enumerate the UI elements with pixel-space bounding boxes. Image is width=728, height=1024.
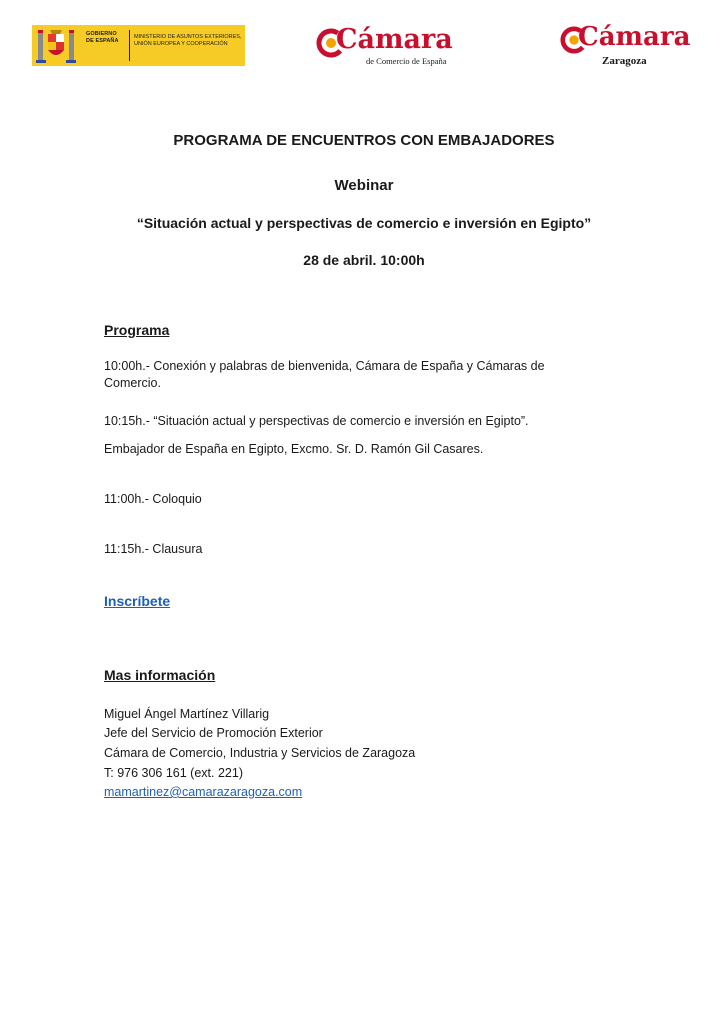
programa-item-2-speaker: Embajador de España en Egipto, Excmo. Sr. D. Ramón Gil Casares. — [104, 442, 484, 456]
ministerio-name: MINISTERIO DE ASUNTOS EXTERIORES, UNIÓN EUROPEA Y COOPERACIÓN — [134, 34, 242, 47]
gobierno-name: GOBIERNO DE ESPAÑA — [86, 31, 119, 44]
programa-item-1: 10:00h.- Conexión y palabras de bienvenida, Cámara de España y Cámaras de Comercio. — [104, 359, 545, 390]
event-date: 28 de abril. 10:00h — [303, 252, 425, 268]
contact-organization: Cámara de Comercio, Industria y Servicios de Zaragoza — [104, 746, 416, 760]
contact-phone: T: 976 306 161 (ext. 221) — [104, 766, 243, 780]
gobierno-logo — [32, 25, 245, 66]
contact-role: Jefe del Servicio de Promoción Exterior — [104, 726, 323, 740]
coat-of-arms-icon — [32, 25, 80, 66]
event-topic: “Situación actual y perspectivas de comercio e inversión en Egipto” — [136, 215, 592, 231]
programa-heading: Programa — [104, 322, 170, 338]
camara-zaragoza-logo — [560, 20, 691, 68]
contact-email-link[interactable] — [104, 784, 302, 801]
camara-zaragoza-word: Cámara — [578, 22, 691, 52]
contact-heading: Mas información — [104, 667, 216, 683]
signup-link[interactable]: Inscríbete — [104, 593, 171, 609]
page-title: PROGRAMA DE ENCUENTROS CON EMBAJADORES — [173, 132, 555, 149]
camara-espana-logo — [316, 20, 456, 68]
contact-email[interactable]: mamartinez@camarazaragoza.com — [104, 785, 303, 799]
event-format: Webinar — [334, 177, 394, 194]
camara-espana-word: Cámara — [336, 24, 453, 55]
contact-name: Miguel Ángel Martínez Villarig — [104, 707, 270, 721]
programa-item-4: 11:15h.- Clausura — [104, 542, 203, 556]
programa-item-3: 11:00h.- Coloquio — [104, 492, 202, 506]
camara-zaragoza-subtitle: Zaragoza — [602, 55, 647, 67]
camara-espana-subtitle: de Comercio de España — [366, 56, 447, 66]
programa-item-2: 10:15h.- “Situación actual y perspectivas de comercio e inversión en Egipto”. — [104, 414, 529, 428]
logo-divider — [129, 30, 130, 61]
